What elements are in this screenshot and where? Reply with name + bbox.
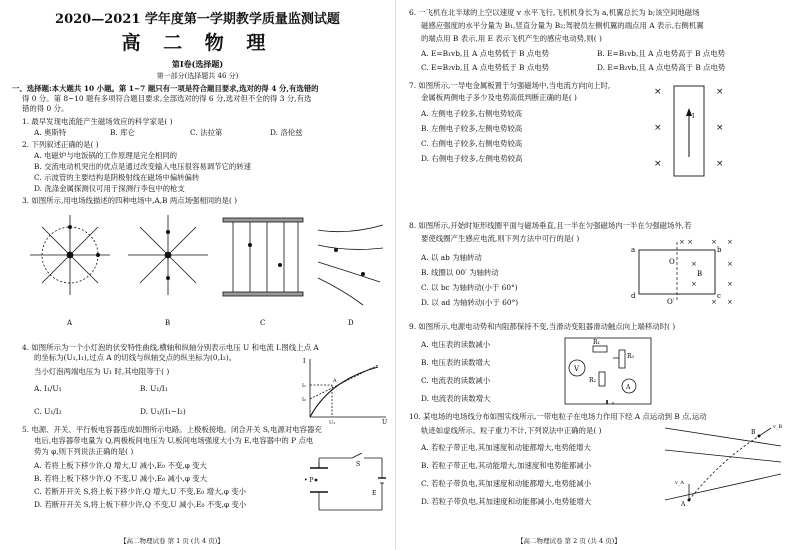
svg-text:×: × bbox=[727, 238, 733, 246]
question-5: 5. 电源、开关、平行板电容器连成如图所示电路。上极板接地。闭合开关 S,电源对电容器充 bbox=[22, 425, 322, 434]
option: A. 电压表的读数减小 bbox=[421, 340, 491, 349]
option: C. 示波管的主要结构是阴极射线在磁场中偏转偏转 bbox=[34, 173, 200, 182]
svg-text:×: × bbox=[654, 159, 662, 169]
subject-title: 高 二 物 理 bbox=[121, 32, 274, 54]
svg-text:B: B bbox=[751, 429, 756, 436]
option: A. 若将上板下移少许,Q 增大,U 减小,E₀ 不变,φ 变大 bbox=[34, 461, 207, 470]
page-1 bbox=[0, 0, 395, 550]
svg-text:×: × bbox=[727, 298, 733, 306]
svg-text:O: O bbox=[669, 258, 675, 266]
svg-text:V: V bbox=[574, 365, 580, 373]
field-diagram-a bbox=[30, 215, 110, 295]
q3-figures bbox=[18, 210, 388, 330]
question-8: 8. 如图所示,开始时矩形线圈平面与磁场垂直,且一半在匀强磁场内一半在匀强磁场外,若 bbox=[409, 221, 692, 230]
svg-text:U: U bbox=[382, 419, 388, 425]
option: A. E=B₁vb,且 A 点电势低于 B 点电势 bbox=[421, 49, 549, 58]
svg-text:B: B bbox=[697, 270, 703, 278]
option: C. 若断开开关 S,将上板下移少许,Q 增大,U 不变,E₀ 增大,φ 变小 bbox=[34, 487, 247, 496]
option: B. 若粒子带正电,其动能增大,加速度和电势能都减小 bbox=[421, 461, 592, 470]
instruction-line: 错的得 0 分。 bbox=[22, 104, 69, 113]
question-7: 7. 如图所示,一导电金属板置于匀强磁场中,当电流方向向上时, bbox=[409, 81, 611, 90]
option: D. 若粒子带负电,其加速度和动能都减小,电势能增大 bbox=[421, 497, 592, 506]
fig-label-a: A bbox=[67, 319, 73, 327]
option: B. 左侧电子较多,左侧电势较高 bbox=[421, 124, 523, 133]
svg-text:I₂: I₂ bbox=[302, 397, 306, 403]
page-2 bbox=[397, 0, 794, 550]
question-3: 3. 如图所示,用电场线描述的四种电场中,A,B 两点场强相同的是( ) bbox=[22, 196, 238, 205]
option: A. 奥斯特 bbox=[34, 128, 67, 137]
fig-label-d: D bbox=[348, 319, 354, 327]
svg-text:×: × bbox=[654, 123, 662, 133]
fig-label-c: C bbox=[260, 319, 266, 327]
svg-text:d: d bbox=[631, 292, 636, 300]
section-heading: 第Ⅰ卷(选择题) bbox=[171, 59, 224, 69]
option: D. 电流表的读数增大 bbox=[421, 394, 491, 403]
svg-text:I₁: I₁ bbox=[302, 383, 306, 389]
svg-text:×: × bbox=[716, 123, 724, 133]
svg-text:v_A: v_A bbox=[675, 480, 684, 486]
option: D. 若断开开关 S,将上板下移少许,Q 不变,U 减小,E₀ 不变,φ 变小 bbox=[34, 500, 247, 509]
option: C. 法拉第 bbox=[190, 128, 223, 137]
page-divider bbox=[395, 0, 396, 550]
option: C. 以 bc 为轴转动(小于 60°) bbox=[421, 283, 518, 292]
svg-text:×: × bbox=[716, 159, 724, 169]
option: C. 若粒子带负电,其加速度和动能都增大,电势能减小 bbox=[421, 479, 591, 488]
instruction-line: 得 0 分。第 8~10 题有多项符合题目要求,全部选对的得 6 分,选对但不全的得 3 分,有选 bbox=[22, 94, 312, 103]
field-diagram-b bbox=[128, 215, 208, 295]
field-diagram-c bbox=[223, 218, 303, 296]
svg-text:×: × bbox=[711, 238, 717, 246]
svg-text:R₂: R₂ bbox=[589, 377, 596, 384]
svg-text:a: a bbox=[631, 246, 636, 254]
svg-text:A: A bbox=[333, 378, 337, 384]
svg-text:U₁: U₁ bbox=[329, 420, 336, 425]
svg-text:v_B: v_B bbox=[773, 424, 782, 430]
question-4: 4. 如图所示为一个小灯泡的伏安特性曲线,横轴和纵轴分别表示电压 U 和电流 I.图线上点 A bbox=[22, 343, 319, 352]
svg-text:I: I bbox=[303, 358, 306, 365]
q4-iv-graph bbox=[300, 355, 390, 425]
svg-text:A: A bbox=[681, 501, 686, 507]
option: B. 交流电动机突出的优点是通过改变输入电压很容易调节它的转速 bbox=[34, 162, 252, 171]
option: C. 右侧电子较多,右侧电势较高 bbox=[421, 139, 523, 148]
svg-text:×: × bbox=[691, 260, 697, 268]
question-6-line: 的端点用 B 表示,用 E 表示飞机产生的感应电动势,则( ) bbox=[421, 34, 602, 43]
field-diagram-d bbox=[318, 225, 383, 305]
q10-field-lines-diagram bbox=[659, 422, 789, 507]
svg-text:R₃: R₃ bbox=[627, 353, 634, 360]
svg-text:×: × bbox=[727, 280, 733, 288]
instruction-line: 一、选择题:本大题共 10 小题。第 1~7 题只有一项是符合题目要求,选对的得 4 分,有选错的 bbox=[12, 84, 319, 93]
option: B. 线圈以 00′ 为轴转动 bbox=[421, 268, 499, 277]
option: C. E=B₂vb,且 A 点电势低于 B 点电势 bbox=[421, 63, 550, 72]
option: A. 电磁炉与电饭锅的工作原理是完全相同的 bbox=[34, 151, 178, 160]
option: A. 若粒子带正电,其加速度和动能都增大,电势能增大 bbox=[421, 443, 591, 452]
svg-text:×: × bbox=[654, 87, 662, 97]
svg-text:×: × bbox=[691, 280, 697, 288]
question-5-line: 电后,电容器带电量为 Q,两极板间电压为 U,板间电场强度大小为 E,电容器中的 P 点电 bbox=[34, 436, 314, 445]
option: B. 若将上板下移少许,Q 不变,U 减小,E₀ 减小,φ 变大 bbox=[34, 474, 207, 483]
page-footer: 【高二物理试卷 第 1 页 (共 4 页)】 bbox=[120, 537, 224, 545]
option: C. U₁/I₂ bbox=[34, 407, 62, 416]
option: D. U₁/(I₁−I₂) bbox=[140, 407, 186, 416]
svg-text:c: c bbox=[717, 292, 721, 300]
fig-label-b: B bbox=[165, 319, 171, 327]
option: A. 以 ab 为轴转动 bbox=[421, 253, 482, 262]
option: D. 以 ad 为轴转动(小于 60°) bbox=[421, 298, 519, 307]
svg-text:E: E bbox=[372, 490, 377, 497]
exam-title: 2020—2021 学年度第一学期教学质量监测试题 bbox=[55, 12, 340, 27]
svg-text:• P: • P bbox=[304, 477, 314, 484]
option: A. 左侧电子较多,右侧电势较高 bbox=[421, 109, 523, 118]
svg-text:×: × bbox=[727, 260, 733, 268]
option: C. 电流表的读数减小 bbox=[421, 376, 491, 385]
option: D. 洛伦兹 bbox=[270, 128, 303, 137]
svg-text:R₁: R₁ bbox=[593, 339, 600, 346]
q5-capacitor-circuit bbox=[300, 450, 390, 520]
question-4-line: 的坐标为(U₁,I₁),过点 A 的切线与纵轴交点的纵坐标为(0,I₂)。 bbox=[34, 353, 237, 362]
svg-text:×: × bbox=[716, 87, 724, 97]
svg-text:O′: O′ bbox=[667, 298, 675, 306]
question-4-line: 当小灯泡两端电压为 U₁ 时,其电阻等于( ) bbox=[34, 367, 170, 376]
option: D. 洗涤金属探测仪可用于探测行李包中的枪支 bbox=[34, 184, 185, 193]
option: A. I₁/U₁ bbox=[34, 384, 62, 393]
question-7-line: 金属板两侧电子多少及电势高低判断正确的是( ) bbox=[421, 93, 577, 102]
svg-text:×: × bbox=[711, 298, 717, 306]
option: B. E=B₁vb,且 A 点电势高于 B 点电势 bbox=[597, 49, 726, 58]
option: D. E=B₂vb,且 A 点电势高于 B 点电势 bbox=[597, 63, 726, 72]
page-footer: 【高二物理试卷 第 2 页 (共 4 页)】 bbox=[517, 537, 621, 545]
part-heading: 第一部分(选择题共 46 分) bbox=[156, 72, 239, 80]
svg-text:× ×: × × bbox=[679, 238, 693, 246]
option: B. 库仑 bbox=[110, 128, 135, 137]
svg-text:A: A bbox=[626, 384, 631, 391]
question-8-line: 要使线圈产生感应电流,则下列方法中可行的是( ) bbox=[421, 234, 580, 243]
question-10: 10. 某电场的电场线分布如图实线所示,一带电粒子在电场力作用下经 A 点运动到 B 点,运动 bbox=[409, 412, 707, 421]
svg-text:b: b bbox=[717, 246, 722, 254]
q9-circuit-diagram bbox=[559, 332, 659, 412]
option: B. U₁/I₁ bbox=[140, 384, 168, 393]
q8-coil-diagram bbox=[629, 236, 749, 306]
question-5-line: 势为 φ,则下列说法正确的是( ) bbox=[34, 447, 134, 456]
svg-text:I: I bbox=[692, 113, 695, 120]
question-2: 2. 下列叙述正确的是( ) bbox=[22, 140, 99, 149]
q7-metal-plate-diagram bbox=[652, 82, 732, 182]
question-6-line: 磁感应强度的水平分量为 B₁,竖直分量为 B₂;驾驶员左侧机翼的端点用 A 表示,右侧机翼 bbox=[421, 21, 704, 30]
option: D. 右侧电子较多,左侧电势较高 bbox=[421, 154, 523, 163]
question-9: 9. 如图所示,电源电动势和内阻都保持不变,当滑动变阻器滑动触点向上端移动时( ) bbox=[409, 322, 676, 331]
option: B. 电压表的读数增大 bbox=[421, 358, 491, 367]
svg-text:S: S bbox=[356, 461, 361, 468]
question-10-line: 轨迹如虚线所示。粒子重力不计,下列说法中正确的是( ) bbox=[421, 426, 602, 435]
question-1: 1. 最早发现电流能产生磁场效应的科学家是( ) bbox=[22, 117, 173, 126]
question-6: 6. 一飞机在北半球的上空以速度 v 水平飞行,飞机机身长为 a,机翼总长为 b;该空间地磁场 bbox=[409, 8, 700, 17]
